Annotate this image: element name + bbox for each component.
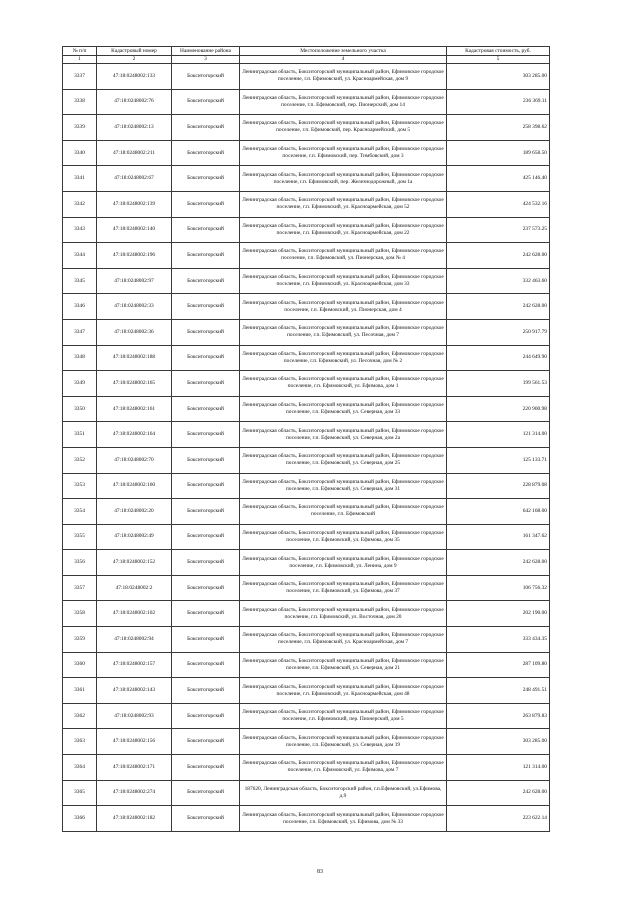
cadastral-cost-cell: 237 573.25	[447, 217, 550, 243]
row-number-cell: 3337	[63, 64, 97, 90]
row-number-cell: 3338	[63, 89, 97, 115]
cadastral-number-cell: 47:18:0248002:160	[97, 473, 172, 499]
cadastral-number-cell: 47:18:0248002:76	[97, 89, 172, 115]
table-row	[63, 627, 550, 653]
district-cell: Бокситогорский	[172, 166, 240, 192]
location-cell: Ленинградская область, Бокситогорский муниципальный район, Ефимовское городское поселение, г.п. Ефимовский, ул. Ефимова, дом 7	[240, 755, 447, 781]
cadastral-number-cell: 47:18:0248002:171	[97, 755, 172, 781]
district-cell: Бокситогорский	[172, 499, 240, 525]
district-cell: Бокситогорский	[172, 729, 240, 755]
land-plots-table	[62, 46, 550, 832]
row-number-cell: 3356	[63, 550, 97, 576]
cadastral-number-cell: 47:18:0248002:97	[97, 268, 172, 294]
table-row	[63, 703, 550, 729]
table-row	[63, 806, 550, 832]
cadastral-cost-cell: 236 369.11	[447, 89, 550, 115]
table-row	[63, 575, 550, 601]
district-cell: Бокситогорский	[172, 319, 240, 345]
row-number-cell: 3362	[63, 703, 97, 729]
row-number-cell: 3339	[63, 115, 97, 141]
cadastral-number-cell: 47:18:0248002:36	[97, 319, 172, 345]
row-number-cell: 3360	[63, 652, 97, 678]
district-cell: Бокситогорский	[172, 575, 240, 601]
cadastral-cost-cell: 258 398.62	[447, 115, 550, 141]
table-row	[63, 550, 550, 576]
row-number-cell: 3366	[63, 806, 97, 832]
row-number-cell: 3364	[63, 755, 97, 781]
row-number-cell: 3340	[63, 140, 97, 166]
location-cell: Ленинградская область, Бокситогорский муниципальный район, Ефимовское городское поселение, г.п. Ефимовский, ул. Северная, дом 2а	[240, 422, 447, 448]
row-number-cell: 3343	[63, 217, 97, 243]
cadastral-number-cell: 47:18:0248002:2	[97, 575, 172, 601]
cadastral-number-cell: 47:18:0248002:165	[97, 371, 172, 397]
district-cell: Бокситогорский	[172, 550, 240, 576]
row-number-cell: 3359	[63, 627, 97, 653]
cadastral-number-cell: 47:18:0248002:143	[97, 678, 172, 704]
cadastral-number-cell: 47:18:0248002:93	[97, 703, 172, 729]
district-cell: Бокситогорский	[172, 806, 240, 832]
cadastral-cost-cell: 189 658.50	[447, 140, 550, 166]
table-row	[63, 166, 550, 192]
district-cell: Бокситогорский	[172, 140, 240, 166]
cadastral-cost-cell: 228 879.08	[447, 473, 550, 499]
row-number-cell: 3351	[63, 422, 97, 448]
location-cell: Ленинградская область, Бокситогорский муниципальный район, Ефимовское городское поселение, г.п. Ефимовский, ул. Ефимова, дом 37	[240, 575, 447, 601]
district-cell: Бокситогорский	[172, 345, 240, 371]
cadastral-cost-cell: 242 628.00	[447, 780, 550, 806]
location-cell: Ленинградская область, Бокситогорский муниципальный район, Ефимовское городское поселение, г.п. Ефимовский, ул. Красноармейская, дом 22	[240, 217, 447, 243]
row-number-cell: 3342	[63, 191, 97, 217]
row-number-cell: 3349	[63, 371, 97, 397]
row-number-cell: 3348	[63, 345, 97, 371]
row-number-cell: 3353	[63, 473, 97, 499]
location-cell: Ленинградская область, Бокситогорский муниципальный район, Ефимовское городское поселение, г.п. Ефимовский, ул. Красноармейская, дом 48	[240, 678, 447, 704]
cadastral-number-cell: 47:18:0248002:274	[97, 780, 172, 806]
table-row	[63, 345, 550, 371]
table-row	[63, 371, 550, 397]
table-row	[63, 115, 550, 141]
row-number-cell: 3346	[63, 294, 97, 320]
cadastral-cost-cell: 248 491.51	[447, 678, 550, 704]
cadastral-number-cell: 47:18:0248002:67	[97, 166, 172, 192]
cadastral-cost-cell: 223 622.14	[447, 806, 550, 832]
cadastral-number-cell: 47:18:0248002:188	[97, 345, 172, 371]
district-cell: Бокситогорский	[172, 115, 240, 141]
table-body	[63, 64, 550, 832]
cadastral-cost-cell: 242 628.00	[447, 294, 550, 320]
location-cell: Ленинградская область, Бокситогорский муниципальный район, Ефимовское городское поселение, г.п. Ефимовский, ул. Ефимова, дом 35	[240, 524, 447, 550]
row-number-cell: 3355	[63, 524, 97, 550]
location-cell: Ленинградская область, Бокситогорский муниципальный район, Ефимовское городское поселение, г.п. Ефимовский, ул. Красноармейская, дом 33	[240, 268, 447, 294]
district-cell: Бокситогорский	[172, 243, 240, 269]
district-cell: Бокситогорский	[172, 524, 240, 550]
table-row	[63, 217, 550, 243]
cadastral-cost-cell: 250 917.79	[447, 319, 550, 345]
cadastral-number-cell: 47:18:0248002:33	[97, 294, 172, 320]
district-cell: Бокситогорский	[172, 447, 240, 473]
table-row	[63, 601, 550, 627]
page-number: 83	[317, 869, 323, 875]
table-row	[63, 191, 550, 217]
table-row	[63, 524, 550, 550]
district-cell: Бокситогорский	[172, 217, 240, 243]
column-number: 3	[172, 56, 240, 64]
table-row	[63, 678, 550, 704]
row-number-cell: 3363	[63, 729, 97, 755]
cadastral-cost-cell: 425 146.40	[447, 166, 550, 192]
cadastral-number-cell: 47:18:0248002:49	[97, 524, 172, 550]
column-number: 5	[447, 56, 550, 64]
cadastral-cost-cell: 303 285.00	[447, 729, 550, 755]
cadastral-cost-cell: 202 190.00	[447, 601, 550, 627]
table-row	[63, 473, 550, 499]
header-location: Местоположение земельного участка	[240, 47, 447, 56]
district-cell: Бокситогорский	[172, 191, 240, 217]
location-cell: 187620, Ленинградская область, Бокситогорский район, г.п.Ефимовский, ул.Ефимова, д.9	[240, 780, 447, 806]
location-cell: Ленинградская область, Бокситогорский муниципальный район, Ефимовское городское поселение, г.п. Ефимовский, ул. Северная, дом 21	[240, 652, 447, 678]
cadastral-cost-cell: 106 756.32	[447, 575, 550, 601]
location-cell: Ленинградская область, Бокситогорский муниципальный район, Ефимовское городское поселение, г.п. Ефимовский, ул. Северная, дом 33	[240, 396, 447, 422]
row-number-cell: 3350	[63, 396, 97, 422]
district-cell: Бокситогорский	[172, 473, 240, 499]
table-row	[63, 294, 550, 320]
location-cell: Ленинградская область, Бокситогорский муниципальный район, Ефимовское городское поселение, г.п. Ефимовский, ул. Красноармейская, дом 7	[240, 627, 447, 653]
cadastral-cost-cell: 244 649.90	[447, 345, 550, 371]
cadastral-cost-cell: 333 434.35	[447, 627, 550, 653]
cadastral-cost-cell: 263 879.83	[447, 703, 550, 729]
district-cell: Бокситогорский	[172, 755, 240, 781]
cadastral-number-cell: 47:18:0248002:161	[97, 396, 172, 422]
cadastral-number-cell: 47:18:0248002:20	[97, 499, 172, 525]
cadastral-number-cell: 47:18:0248002:70	[97, 447, 172, 473]
location-cell: Ленинградская область, Бокситогорский муниципальный район, Ефимовское городское поселение, г.п. Ефимовский, пер. Пионерский, дом 14	[240, 89, 447, 115]
location-cell: Ленинградская область, Бокситогорский муниципальный район, Ефимовское городское поселение, г.п. Ефимовский, ул. Песочная, дом 7	[240, 319, 447, 345]
location-cell: Ленинградская область, Бокситогорский муниципальный район, Ефимовское городское поселение, г.п. Ефимовский, ул. Ефимова, дом 1	[240, 371, 447, 397]
district-cell: Бокситогорский	[172, 294, 240, 320]
district-cell: Бокситогорский	[172, 601, 240, 627]
district-cell: Бокситогорский	[172, 780, 240, 806]
location-cell: Ленинградская область, Бокситогорский муниципальный район, Ефимовское городское поселение, г.п. Ефимовский	[240, 499, 447, 525]
district-cell: Бокситогорский	[172, 371, 240, 397]
row-number-cell: 3341	[63, 166, 97, 192]
district-cell: Бокситогорский	[172, 627, 240, 653]
cadastral-number-cell: 47:18:0248002:139	[97, 191, 172, 217]
table-row	[63, 729, 550, 755]
row-number-cell: 3358	[63, 601, 97, 627]
location-cell: Ленинградская область, Бокситогорский муниципальный район, Ефимовское городское поселение, г.п. Ефимовский, ул. Северная, дом 19	[240, 729, 447, 755]
cadastral-number-cell: 47:18:0248002:182	[97, 806, 172, 832]
location-cell: Ленинградская область, Бокситогорский муниципальный район, Ефимовское городское поселение, г.п. Ефимовский, ул. Северная, дом 25	[240, 447, 447, 473]
cadastral-cost-cell: 199 561.53	[447, 371, 550, 397]
table-row	[63, 447, 550, 473]
location-cell: Ленинградская область, Бокситогорский муниципальный район, Ефимовское городское поселение, г.п. Ефимовский, ул. Ленина, дом 9	[240, 550, 447, 576]
cadastral-cost-cell: 242 628.00	[447, 243, 550, 269]
header-district: Наименование района	[172, 47, 240, 56]
header-cadastral-cost: Кадастровая стоимость, руб.	[447, 47, 550, 56]
district-cell: Бокситогорский	[172, 678, 240, 704]
cadastral-number-cell: 47:18:0248002:133	[97, 64, 172, 90]
location-cell: Ленинградская область, Бокситогорский муниципальный район, Ефимовское городское поселение, г.п. Ефимовский, пер. Тимбовский, дом 3	[240, 140, 447, 166]
row-number-cell: 3365	[63, 780, 97, 806]
cadastral-number-cell: 47:18:0248002:196	[97, 243, 172, 269]
column-number: 2	[97, 56, 172, 64]
table-row	[63, 652, 550, 678]
cadastral-cost-cell: 125 133.71	[447, 447, 550, 473]
table-row	[63, 499, 550, 525]
cadastral-number-cell: 47:18:0248002:156	[97, 729, 172, 755]
column-number: 1	[63, 56, 97, 64]
table-row	[63, 140, 550, 166]
row-number-cell: 3347	[63, 319, 97, 345]
cadastral-cost-cell: 161 347.62	[447, 524, 550, 550]
row-number-cell: 3344	[63, 243, 97, 269]
header-row	[63, 47, 550, 56]
cadastral-number-cell: 47:18:0248002:140	[97, 217, 172, 243]
location-cell: Ленинградская область, Бокситогорский муниципальный район, Ефимовское городское поселение, г.п. Ефимовский, ул. Восточная, дом 20	[240, 601, 447, 627]
district-cell: Бокситогорский	[172, 89, 240, 115]
location-cell: Ленинградская область, Бокситогорский муниципальный район, Ефимовское городское поселение, г.п. Ефимовский, ул. Пионерская, дом № 4	[240, 243, 447, 269]
district-cell: Бокситогорский	[172, 703, 240, 729]
row-number-cell: 3352	[63, 447, 97, 473]
location-cell: Ленинградская область, Бокситогорский муниципальный район, Ефимовское городское поселение, г.п. Ефимовский, ул. Красноармейская, дом 52	[240, 191, 447, 217]
location-cell: Ленинградская область, Бокситогорский муниципальный район, Ефимовское городское поселение, г.п. Ефимовский, ул. Красноармейская, дом 9	[240, 64, 447, 90]
district-cell: Бокситогорский	[172, 652, 240, 678]
location-cell: Ленинградская область, Бокситогорский муниципальный район, Ефимовское городское поселение, г.п. Ефимовский, ул. Пионерская, дом 4	[240, 294, 447, 320]
location-cell: Ленинградская область, Бокситогорский муниципальный район, Ефимовское городское поселение, г.п. Ефимовский, пер. Железнодорожный, дом 1а	[240, 166, 447, 192]
cadastral-number-cell: 47:18:0248002:211	[97, 140, 172, 166]
cadastral-cost-cell: 242 628.00	[447, 550, 550, 576]
location-cell: Ленинградская область, Бокситогорский муниципальный район, Ефимовское городское поселение, г.п. Ефимовский, пер. Красноармейский, дом 5	[240, 115, 447, 141]
cadastral-number-cell: 47:18:0248002:164	[97, 422, 172, 448]
cadastral-cost-cell: 642 168.00	[447, 499, 550, 525]
location-cell: Ленинградская область, Бокситогорский муниципальный район, Ефимовское городское поселение, г.п. Ефимовский, пер. Пионерский, дом 5	[240, 703, 447, 729]
header-cadastral-number: Кадастровый номер	[97, 47, 172, 56]
column-number-row	[63, 56, 550, 64]
cadastral-cost-cell: 287 109.80	[447, 652, 550, 678]
cadastral-cost-cell: 121 314.00	[447, 422, 550, 448]
table-row	[63, 319, 550, 345]
row-number-cell: 3361	[63, 678, 97, 704]
table-row	[63, 755, 550, 781]
cadastral-number-cell: 47:18:0248002:157	[97, 652, 172, 678]
cadastral-cost-cell: 424 532.16	[447, 191, 550, 217]
cadastral-number-cell: 47:18:0248002:94	[97, 627, 172, 653]
district-cell: Бокситогорский	[172, 396, 240, 422]
cadastral-number-cell: 47:18:0248002:102	[97, 601, 172, 627]
cadastral-number-cell: 47:18:0248002:152	[97, 550, 172, 576]
district-cell: Бокситогорский	[172, 64, 240, 90]
cadastral-cost-cell: 332 463.60	[447, 268, 550, 294]
table-row	[63, 780, 550, 806]
row-number-cell: 3354	[63, 499, 97, 525]
cadastral-cost-cell: 220 900.98	[447, 396, 550, 422]
cadastral-cost-cell: 303 285.00	[447, 64, 550, 90]
table-row	[63, 89, 550, 115]
row-number-cell: 3357	[63, 575, 97, 601]
table-row	[63, 396, 550, 422]
table-row	[63, 268, 550, 294]
row-number-cell: 3345	[63, 268, 97, 294]
cadastral-number-cell: 47:18:0248002:13	[97, 115, 172, 141]
district-cell: Бокситогорский	[172, 268, 240, 294]
table-row	[63, 64, 550, 90]
table-row	[63, 422, 550, 448]
column-number: 4	[240, 56, 447, 64]
location-cell: Ленинградская область, Бокситогорский муниципальный район, Ефимовское городское поселение, г.п. Ефимовский, ул. Северная, дом 31	[240, 473, 447, 499]
district-cell: Бокситогорский	[172, 422, 240, 448]
header-no: № п/п	[63, 47, 97, 56]
location-cell: Ленинградская область, Бокситогорский муниципальный район, Ефимовское городское поселение, г.п. Ефимовский, ул. Ефимова, дом № 33	[240, 806, 447, 832]
cadastral-cost-cell: 121 314.00	[447, 755, 550, 781]
location-cell: Ленинградская область, Бокситогорский муниципальный район, Ефимовское городское поселение, г.п. Ефимовский, ул. Песочная, дом № 2	[240, 345, 447, 371]
table-row	[63, 243, 550, 269]
